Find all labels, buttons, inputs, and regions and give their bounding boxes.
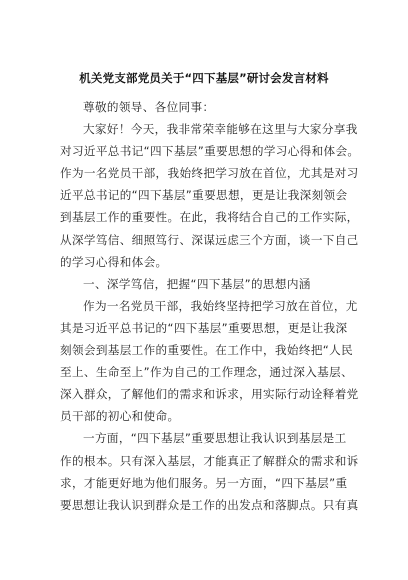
body-line: 一、深学笃信，把握“四下基层”的思想内涵: [83, 276, 311, 291]
document-title: 机关党支部党员关于“四下基层”研讨会发言材料: [79, 71, 329, 85]
body-line: 要思想让我认识到群众是工作的出发点和落脚点。只有真: [60, 497, 359, 512]
body-line: 至上、生命至上”作为自己的工作理念，通过深入基层、: [60, 365, 354, 380]
document-body: [60, 96, 360, 516]
body-line: 大家好！今天，我非常荣幸能够在这里与大家分享我: [83, 122, 358, 137]
body-line: 其是习近平总书记的“四下基层”重要思想，更是让我深: [60, 320, 348, 335]
body-line: 一方面，“四下基层”重要思想让我认识到基层是工: [83, 431, 347, 446]
body-line: 的学习心得和体会。: [60, 254, 168, 269]
body-line: 从深学笃信、细照笃行、深谋远虑三个方面，谈一下自己: [60, 232, 359, 247]
body-line: 作为一名党员干部，我始终坚持把学习放在首位，尤: [83, 298, 358, 313]
body-line: 求，才能更好地为他们服务。另一方面，“四下基层”重: [60, 475, 348, 490]
body-line: 作为一名党员干部，我始终把学习放在首位，尤其是对习: [60, 166, 359, 181]
body-line: 作的根本。只有深入基层，才能真正了解群众的需求和诉: [60, 453, 359, 468]
body-line: 对习近平总书记“四下基层”重要思想的学习心得和体会。: [60, 144, 360, 159]
body-line: 深入群众，了解他们的需求和诉求，用实际行动诠释着党: [60, 387, 359, 402]
body-line: 尊敬的领导、各位同事：: [83, 100, 215, 114]
body-line: 近平总书记的“四下基层”重要思想，更是让我深刻领会: [60, 188, 348, 203]
body-line: 刻领会到基层工作的重要性。在工作中，我始终把“人民: [60, 343, 354, 358]
body-line: 员干部的初心和使命。: [60, 409, 180, 424]
body-line: 到基层工作的重要性。在此，我将结合自己的工作实际，: [60, 210, 359, 225]
